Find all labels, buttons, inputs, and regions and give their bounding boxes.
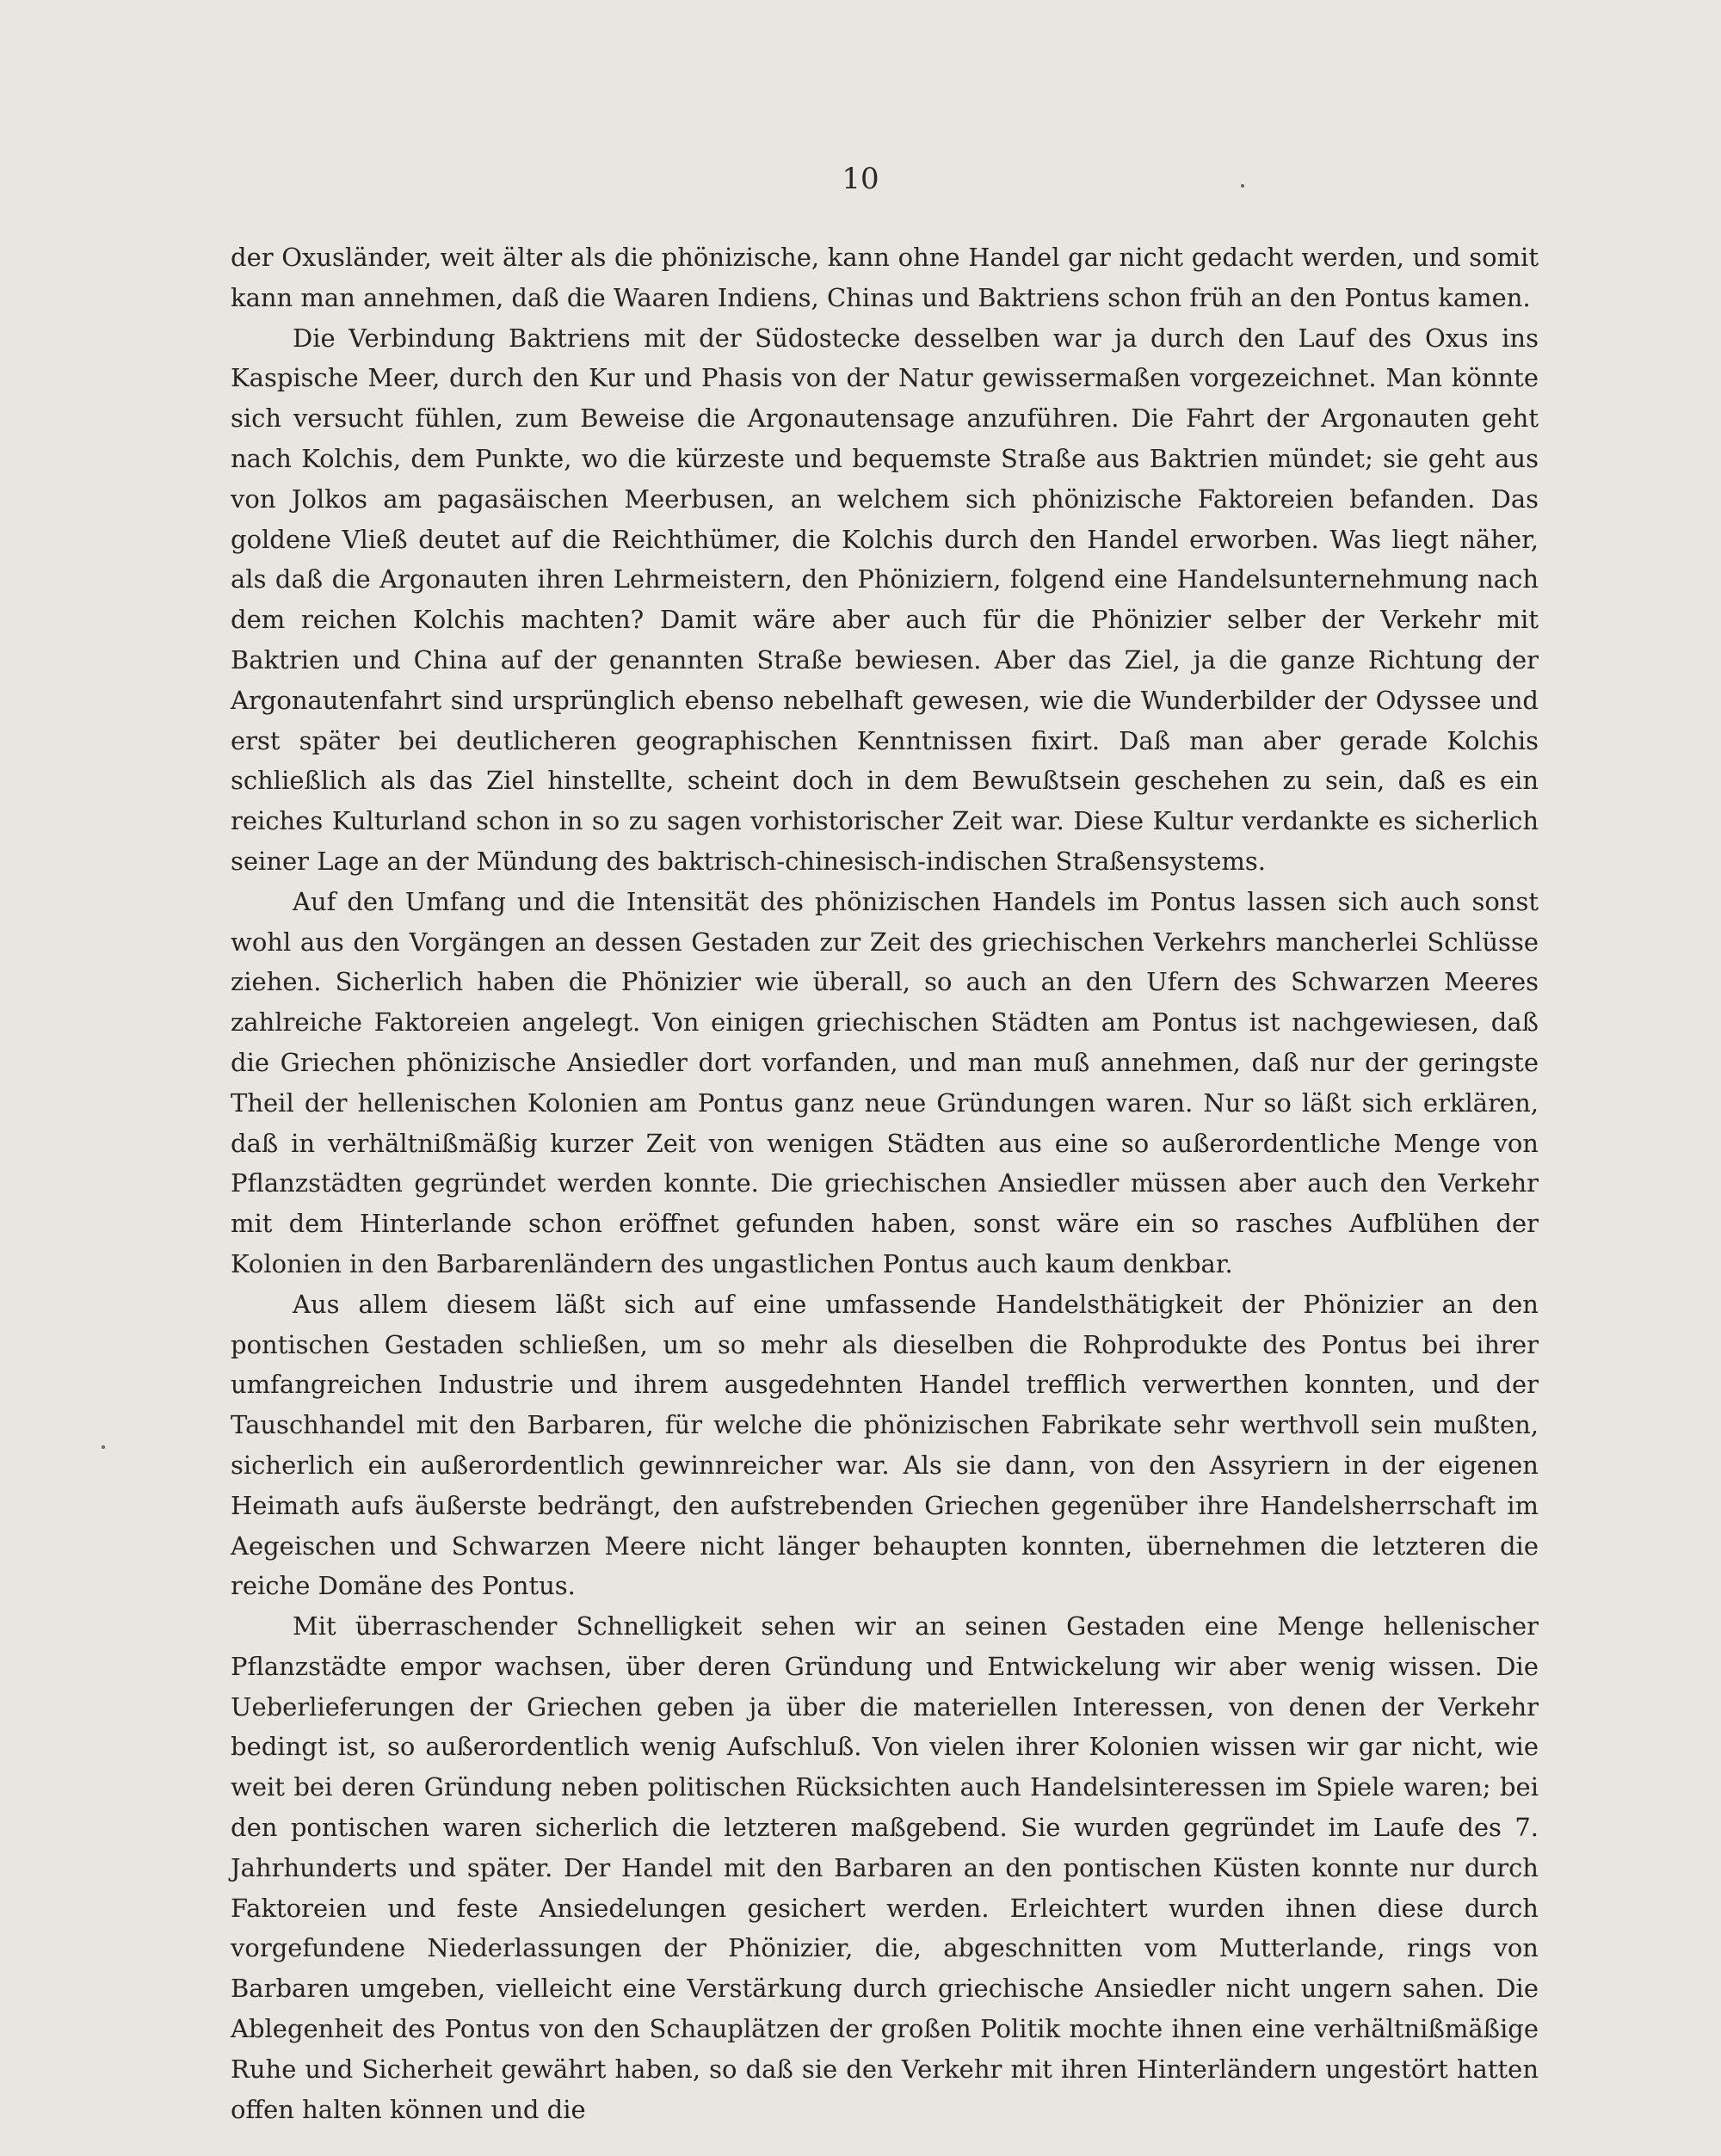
paragraph-1: der Oxusländer, weit älter als die phönizische, kann ohne Handel gar nicht gedacht werden, und somit kann man annehmen, daß die Waaren Indiens, Chinas und Baktriens schon früh an den Pontus kamen. bbox=[231, 243, 1539, 312]
paragraph-3: Auf den Umfang und die Intensität des phönizischen Handels im Pontus lassen sich auch sonst wohl aus den Vorgängen an dessen Gestaden zur Zeit des griechischen Verkehrs mancherlei Schlüsse ziehen. Sicherlich haben die Phönizier wie überall, so auch an den Ufern des Schwarzen Meeres zahlreiche Faktoreien angelegt. Von einigen griechischen Städten am Pontus ist nachgewiesen, daß die Griechen phönizische Ansiedler dort vorfanden, und man muß annehmen, daß nur der geringste Theil der hellenischen Kolonien am Pontus ganz neue Gründungen waren. Nur so läßt sich erklären, daß in verhältnißmäßig kurzer Zeit von wenigen Städten aus eine so außerordentliche Menge von Pflanzstädten gegründet werden konnte. Die griechischen Ansiedler müssen aber auch den Verkehr mit dem Hinterlande schon eröffnet gefunden haben, sonst wäre ein so rasches Aufblühen der Kolonien in den Barbarenländern des ungastlichen Pontus auch kaum denkbar. bbox=[231, 886, 1539, 1278]
page-number: 10 bbox=[842, 162, 879, 196]
paragraph-4: Aus allem diesem läßt sich auf eine umfassende Handelsthätigkeit der Phönizier an den pontischen Gestaden schließen, um so mehr als dieselben die Rohprodukte des Pontus bei ihrer umfangreichen Industrie und ihrem ausgedehnten Handel trefflich verwerthen konnten, und der Tauschhandel mit den Barbaren, für welche die phönizischen Fabrikate sehr werthvoll sein mußten, sicherlich ein außerordentlich gewinnreicher war. Als sie dann, von den Assyriern in der eigenen Heimath aufs äußerste bedrängt, den aufstrebenden Griechen gegenüber ihre Handelsherrschaft im Aegeischen und Schwarzen Meere nicht länger behaupten konnten, übernehmen die letzteren die reiche Domäne des Pontus. bbox=[231, 1289, 1539, 1601]
paragraph-2: Die Verbindung Baktriens mit der Südostecke desselben war ja durch den Lauf des Oxus ins Kaspische Meer, durch den Kur und Phasis von der Natur gewissermaßen vorgezeichnet. Man könnte sich versucht fühlen, zum Beweise die Argonautensage anzuführen. Die Fahrt der Argonauten geht nach Kolchis, dem Punkte, wo die kürzeste und bequemste Straße aus Baktrien mündet; sie geht aus von Jolkos am pagasäischen Meerbusen, an welchem sich phönizische Faktoreien befanden. Das goldene Vließ deutet auf die Reichthümer, die Kolchis durch den Handel erworben. Was liegt näher, als daß die Argonauten ihren Lehrmeistern, den Phöniziern, folgend eine Handelsunternehmung nach dem reichen Kolchis machten? Damit wäre aber auch für die Phönizier selber der Verkehr mit Baktrien und China auf der genannten Straße bewiesen. Aber das Ziel, ja die ganze Richtung der Argonautenfahrt sind ursprünglich ebenso nebelhaft gewesen, wie die Wunderbilder der Odyssee und erst später bei deutlicheren geographischen Kenntnissen fixirt. Daß man aber gerade Kolchis schließlich als das Ziel hinstellte, scheint doch in dem Bewußtsein geschehen zu sein, daß es ein reiches Kulturland schon in so zu sagen vorhistorischer Zeit war. Diese Kultur verdankte es sicherlich seiner Lage an der Mündung des baktrisch-chinesisch-indischen Straßensystems. bbox=[231, 323, 1539, 876]
body-text bbox=[231, 237, 1539, 2129]
paragraph-5: Mit überraschender Schnelligkeit sehen wir an seinen Gestaden eine Menge hellenischer Pflanzstädte empor wachsen, über deren Gründung und Entwickelung wir aber wenig wissen. Die Ueberlieferungen der Griechen geben ja über die materiellen Interessen, von denen der Verkehr bedingt ist, so außerordentlich wenig Aufschluß. Von vielen ihrer Kolonien wissen wir gar nicht, wie weit bei deren Gründung neben politischen Rücksichten auch Handelsinteressen im Spiele waren; bei den pontischen waren sicherlich die letzteren maßgebend. Sie wurden gegründet im Laufe des 7. Jahrhunderts und später. Der Handel mit den Barbaren an den pontischen Küsten konnte nur durch Faktoreien und feste Ansiedelungen gesichert werden. Erleichtert wurden ihnen diese durch vorgefundene Niederlassungen der Phönizier, die, abgeschnitten vom Mutterlande, rings von Barbaren umgeben, vielleicht eine Verstärkung durch griechische Ansiedler nicht ungern sahen. Die Ablegenheit des Pontus von den Schauplätzen der großen Politik mochte ihnen eine verhältnißmäßige Ruhe und Sicherheit gewährt haben, so daß sie den Verkehr mit ihren Hinterländern ungestört hatten offen halten können und die bbox=[231, 1611, 1539, 2124]
paper-speck bbox=[102, 1445, 105, 1449]
paper-speck bbox=[1241, 184, 1244, 188]
